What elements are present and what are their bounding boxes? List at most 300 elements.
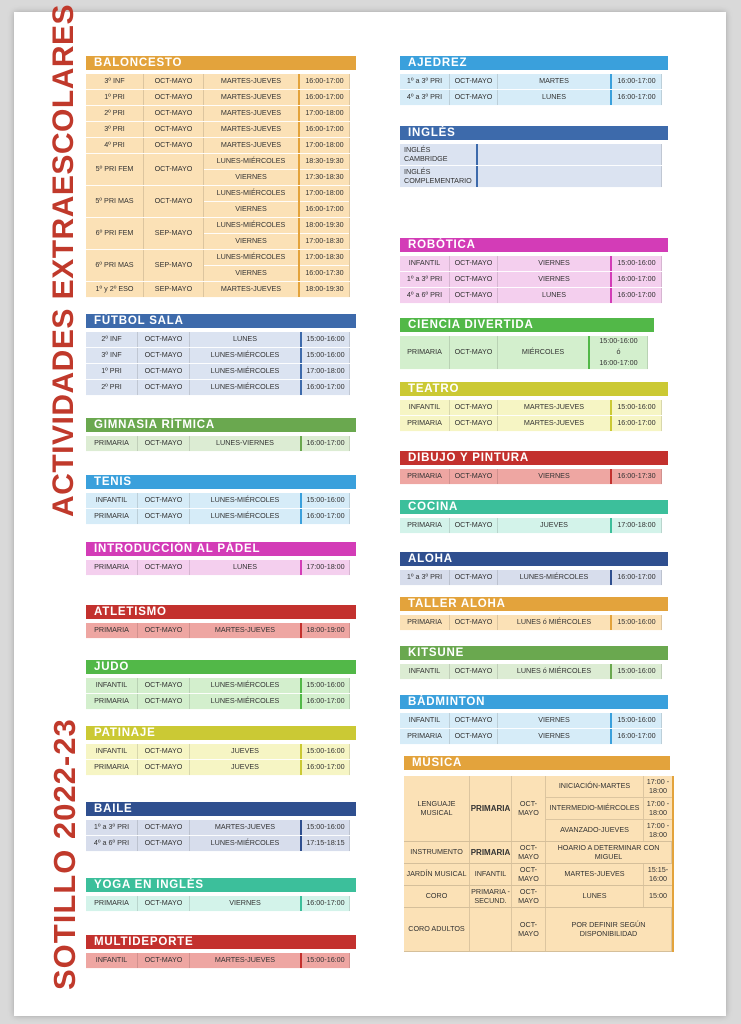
cell-line: 16:00-17:00 (599, 358, 638, 368)
table-cell (300, 154, 350, 185)
table-cell: MARTES-JUEVES (204, 122, 300, 137)
left-column (86, 12, 358, 1012)
table-cell: 15:00-16:00 (302, 678, 350, 693)
table-cell: LUNES-MIÉRCOLES (190, 836, 302, 851)
table-row (86, 122, 350, 138)
table-cell: MARTES-JUEVES (190, 820, 302, 835)
cell-line: 16:00-17:30 (305, 268, 344, 278)
table-cell: MARTES-JUEVES (204, 90, 300, 105)
table-row (400, 90, 662, 106)
table-cell: 6º PRI FEM (86, 218, 144, 249)
cell-line: 17:30-18:30 (305, 172, 344, 182)
cell-line: VIERNES (235, 268, 267, 278)
table-cell: 16:00-17:00 (302, 760, 350, 775)
table-row (86, 380, 350, 396)
table-cell (204, 154, 300, 185)
table-cell: 17:15-18:15 (302, 836, 350, 851)
table-cell: 15:00-16:00 (302, 953, 350, 968)
table-cell: 4º a 6º PRI (86, 836, 138, 851)
table-cell: OCT-MAYO (144, 138, 204, 153)
section-title-aloha: ALOHA (400, 552, 668, 566)
sub-row (546, 776, 672, 798)
table-cell: 2º PRI (86, 380, 138, 395)
table-row (400, 416, 662, 432)
cell-line: 16:00-17:00 (305, 204, 344, 214)
table-cell: 15:00-16:00 (612, 664, 662, 679)
schedule-table (400, 400, 662, 432)
table-cell: 17:00-18:00 (300, 138, 350, 153)
table-cell: INFANTIL (86, 744, 138, 759)
table-cell: 15:15-16:00 (647, 865, 669, 883)
table-cell: VIERNES (498, 272, 612, 287)
section-taller-aloha (400, 597, 668, 631)
table-cell: 16:00-17:00 (302, 896, 350, 911)
table-cell: 16:00-17:00 (300, 74, 350, 89)
schedule-table (86, 678, 350, 710)
table-cell: POR DEFINIR SEGÚN DISPONIBILIDAD (546, 908, 672, 951)
table-cell: AVANZADO-JUEVES (546, 820, 644, 841)
table-cell: 5º PRI FEM (86, 154, 144, 185)
table-cell: PRIMARIA (400, 729, 450, 744)
section-yoga-en-ingles (86, 878, 356, 912)
table-cell: INFANTIL (400, 664, 450, 679)
table-cell: 4º PRI (86, 138, 144, 153)
table-cell: 16:00-17:00 (612, 74, 662, 89)
table-cell: OCT-MAYO (138, 760, 190, 775)
table-cell: SEP-MAYO (144, 218, 204, 249)
schedule-table (86, 332, 350, 396)
section-ciencia-divertida (400, 318, 654, 370)
section-title-patinaje: PATINAJE (86, 726, 356, 740)
side-subtitle: SOTILLO 2022-23 (47, 718, 82, 990)
table-cell: OCT-MAYO (138, 744, 190, 759)
schedule-table (400, 256, 662, 304)
table-cell: PRIMARIA (86, 760, 138, 775)
table-cell: OCT-MAYO (450, 272, 498, 287)
section-title-baile: BAILE (86, 802, 356, 816)
table-cell: CORO ADULTOS (404, 908, 470, 951)
table-cell: INGLÉS COMPLEMENTARIO (400, 166, 478, 187)
table-cell: 17:00-18:00 (302, 364, 350, 379)
table-cell: OCT-MAYO (450, 664, 498, 679)
table-cell: 15:00-16:00 (612, 713, 662, 728)
section-baile (86, 802, 356, 852)
schedule-table (86, 820, 350, 852)
cell-line: 17:00-18:30 (305, 236, 344, 246)
table-cell: OCT-MAYO (450, 729, 498, 744)
table-cell: PRIMARIA - SECUND. (470, 886, 512, 907)
section-title-dibujo-y-pintura: DIBUJO Y PINTURA (400, 451, 668, 465)
table-cell: 15:00-16:00 (302, 332, 350, 347)
schedule-table (86, 953, 350, 969)
table-cell (300, 250, 350, 281)
table-cell: PRIMARIA (470, 842, 512, 863)
table-cell: MARTES-JUEVES (204, 282, 300, 297)
table-row (400, 469, 662, 485)
table-cell: 16:00-17:00 (612, 729, 662, 744)
table-row (86, 678, 350, 694)
table-cell: JUEVES (190, 760, 302, 775)
table-cell: OCT-MAYO (144, 122, 204, 137)
table-cell: 16:00-17:00 (612, 272, 662, 287)
cell-line: VIERNES (235, 236, 267, 246)
table-cell: 16:00-17:00 (300, 122, 350, 137)
table-row (400, 615, 662, 631)
table-cell: 16:00-17:00 (612, 416, 662, 431)
section-title-ciencia-divertida: CIENCIA DIVERTIDA (400, 318, 654, 332)
section-title-yoga-en-ingles: YOGA EN INGLÉS (86, 878, 356, 892)
section-title-multideporte: MULTIDEPORTE (86, 935, 356, 949)
sub-rows (546, 776, 672, 841)
cell-line: ó (616, 347, 621, 357)
table-row (86, 953, 350, 969)
table-cell: LUNES ó MIÉRCOLES (498, 664, 612, 679)
table-cell: LUNES-MIÉRCOLES (190, 348, 302, 363)
table-cell: MIÉRCOLES (498, 336, 590, 369)
table-cell: LUNES-MIÉRCOLES (190, 678, 302, 693)
table-cell: MARTES-JUEVES (546, 864, 644, 885)
section-title-baloncesto: BALONCESTO (86, 56, 356, 70)
table-row (404, 908, 672, 952)
table-cell: SEP-MAYO (144, 282, 204, 297)
table-cell: OCT-MAYO (450, 469, 498, 484)
table-row (86, 836, 350, 852)
table-cell: LUNES-MIÉRCOLES (190, 493, 302, 508)
table-row (86, 509, 350, 525)
table-cell: MARTES-JUEVES (204, 138, 300, 153)
cell-line: VIERNES (235, 204, 267, 214)
table-cell: 15:00-16:00 (302, 348, 350, 363)
table-cell: 17:00-18:00 (612, 518, 662, 533)
cell-line: LUNES-MIÉRCOLES (204, 218, 298, 234)
table-cell: OCT-MAYO (450, 416, 498, 431)
table-cell: PRIMARIA (86, 509, 138, 524)
table-cell: 3º PRI (86, 122, 144, 137)
section-gimnasia-ritmica (86, 418, 356, 452)
table-row (400, 664, 662, 680)
schedule-table (400, 469, 662, 485)
table-row (400, 713, 662, 729)
table-cell: 15:00 (649, 891, 667, 901)
table-row (400, 256, 662, 272)
table-cell: 16:00-17:00 (612, 288, 662, 303)
table-cell: MARTES (498, 74, 612, 89)
table-cell: 16:00-17:00 (302, 436, 350, 451)
cell-line: LUNES-MIÉRCOLES (204, 186, 298, 202)
table-cell: INTERMEDIO-MIÉRCOLES (546, 798, 644, 819)
section-judo (86, 660, 356, 710)
table-cell (204, 186, 300, 217)
table-cell: 17:00 - 18:00 (646, 799, 670, 817)
schedule-table (86, 74, 350, 298)
table-cell: OCT-MAYO (144, 74, 204, 89)
table-cell: OCT-MAYO (138, 694, 190, 709)
table-row (86, 623, 350, 639)
table-cell: 17:00-18:00 (300, 106, 350, 121)
table-cell: 17:00 - 18:00 (646, 821, 670, 839)
table-cell: LUNES ó MIÉRCOLES (498, 615, 612, 630)
table-cell: SEP-MAYO (144, 250, 204, 281)
schedule-table (86, 436, 350, 452)
table-cell: 4º a 3º PRI (400, 90, 450, 105)
table-cell: OCT-MAYO (450, 256, 498, 271)
table-cell: LUNES (498, 90, 612, 105)
table-cell: 1º PRI (86, 364, 138, 379)
table-cell: LUNES-MIÉRCOLES (190, 694, 302, 709)
table-row (400, 272, 662, 288)
section-patinaje (86, 726, 356, 776)
table-cell: OCT-MAYO (138, 678, 190, 693)
table-cell: 3º INF (86, 74, 144, 89)
table-row (400, 166, 662, 188)
table-cell: 17:00-18:00 (302, 560, 350, 575)
cell-line: 18:30-19:30 (300, 154, 349, 170)
section-dibujo-y-pintura (400, 451, 668, 485)
table-cell: LUNES (190, 332, 302, 347)
table-row (86, 896, 350, 912)
table-cell: PRIMARIA (86, 896, 138, 911)
table-cell: 15:00-16:00 (612, 400, 662, 415)
section-ingles (400, 126, 668, 188)
table-cell: VIERNES (498, 729, 612, 744)
table-cell: PRIMARIA (470, 776, 512, 841)
section-robotica (400, 238, 668, 304)
table-row (404, 842, 672, 864)
table-cell: 1º a 3º PRI (86, 820, 138, 835)
table-cell: MARTES-JUEVES (498, 400, 612, 415)
table-cell: 16:00-17:00 (302, 509, 350, 524)
musica-section (404, 742, 676, 972)
section-title-ajedrez: AJEDREZ (400, 56, 668, 70)
table-row (404, 776, 672, 842)
cell-line: 17:00-18:30 (300, 250, 349, 266)
table-row (86, 436, 350, 452)
table-cell: OCT-MAYO (450, 400, 498, 415)
table-cell: OCT-MAYO (512, 842, 546, 863)
section-title-gimnasia-ritmica: GIMNASIA RÍTMICA (86, 418, 356, 432)
table-row (400, 288, 662, 304)
table-cell: LUNES-MIÉRCOLES (498, 570, 612, 585)
table-cell: OCT-MAYO (138, 493, 190, 508)
table-cell: 16:00-17:30 (612, 469, 662, 484)
table-row (86, 760, 350, 776)
table-cell: INFANTIL (470, 864, 512, 885)
table-cell: OCT-MAYO (144, 90, 204, 105)
table-cell: OCT-MAYO (450, 570, 498, 585)
section-atletismo (86, 605, 356, 639)
table-cell: LUNES-MIÉRCOLES (190, 364, 302, 379)
table-cell: JUEVES (190, 744, 302, 759)
cell-line: 18:00-19:30 (300, 218, 349, 234)
table-cell: OCT-MAYO (450, 713, 498, 728)
table-cell: INSTRUMENTO (404, 842, 470, 863)
table-row (86, 186, 350, 218)
section-badminton (400, 695, 668, 745)
table-row (400, 400, 662, 416)
table-cell (470, 908, 512, 951)
table-cell: INFANTIL (400, 400, 450, 415)
table-cell: OCT-MAYO (138, 953, 190, 968)
table-cell: OCT-MAYO (450, 90, 498, 105)
table-row (86, 154, 350, 186)
table-row (86, 820, 350, 836)
table-cell: OCT-MAYO (450, 615, 498, 630)
table-cell: PRIMARIA (400, 416, 450, 431)
section-title-taller-aloha: TALLER ALOHA (400, 597, 668, 611)
table-cell: PRIMARIA (86, 436, 138, 451)
table-row (86, 282, 350, 298)
table-cell: LUNES-VIERNES (190, 436, 302, 451)
section-baloncesto (86, 56, 356, 298)
table-cell: 15:00-16:00 (612, 256, 662, 271)
table-cell: INFANTIL (86, 493, 138, 508)
cell-line: VIERNES (235, 172, 267, 182)
table-cell: MARTES-JUEVES (204, 106, 300, 121)
table-row (86, 744, 350, 760)
sub-row (546, 798, 672, 820)
table-cell: OCT-MAYO (512, 776, 546, 841)
section-aloha (400, 552, 668, 586)
schedule-table (400, 615, 662, 631)
poster-page (14, 3, 726, 1016)
table-cell: CORO (404, 886, 470, 907)
table-cell: LUNES (190, 560, 302, 575)
section-title-futbol-sala: FÚTBOL SALA (86, 314, 356, 328)
table-row (400, 336, 648, 370)
schedule-table (400, 713, 662, 745)
schedule-table (86, 493, 350, 525)
table-cell: 15:00-16:00 (302, 744, 350, 759)
section-tenis (86, 475, 356, 525)
table-row (86, 90, 350, 106)
table-cell: OCT-MAYO (450, 518, 498, 533)
table-row (404, 886, 672, 908)
section-title-teatro: TEATRO (400, 382, 668, 396)
table-cell: LUNES (498, 288, 612, 303)
table-cell: MARTES-JUEVES (190, 953, 302, 968)
table-cell: PRIMARIA (400, 469, 450, 484)
table-cell: 16:00-17:00 (302, 694, 350, 709)
section-title-introduccion-al-padel: INTRODUCCIÓN AL PÁDEL (86, 542, 356, 556)
schedule-table (400, 74, 662, 106)
section-teatro (400, 382, 668, 432)
table-cell: OCT-MAYO (138, 896, 190, 911)
table-row (86, 332, 350, 348)
table-cell: OCT-MAYO (450, 288, 498, 303)
table-cell: OCT-MAYO (138, 820, 190, 835)
table-cell: VIERNES (190, 896, 302, 911)
cell-line: 17:00-18:00 (300, 186, 349, 202)
table-cell: OCT-MAYO (138, 436, 190, 451)
table-cell: 2º INF (86, 332, 138, 347)
table-cell (300, 218, 350, 249)
table-row (404, 864, 672, 886)
table-cell: INICIACIÓN-MARTES (546, 776, 644, 797)
section-title-robotica: ROBÓTICA (400, 238, 668, 252)
schedule-table (86, 744, 350, 776)
table-cell (478, 166, 662, 187)
section-title-kitsune: KITSUNE (400, 646, 668, 660)
table-cell: OCT-MAYO (138, 560, 190, 575)
table-row (400, 570, 662, 586)
section-title-atletismo: ATLETISMO (86, 605, 356, 619)
table-row (86, 218, 350, 250)
table-row (86, 364, 350, 380)
table-cell: 4º a 6º PRI (400, 288, 450, 303)
table-cell: 18:00-19:00 (302, 623, 350, 638)
table-cell: OCT-MAYO (512, 908, 546, 951)
table-cell: OCT-MAYO (138, 623, 190, 638)
table-cell: PRIMARIA (400, 615, 450, 630)
table-cell: PRIMARIA (400, 336, 450, 369)
table-cell: VIERNES (498, 256, 612, 271)
section-multideporte (86, 935, 356, 969)
schedule-table (86, 896, 350, 912)
table-cell: LUNES-MIÉRCOLES (190, 509, 302, 524)
table-cell: 15:00-16:00 (612, 615, 662, 630)
table-cell: OCT-MAYO (512, 864, 546, 885)
table-cell: INFANTIL (400, 256, 450, 271)
schedule-table (86, 623, 350, 639)
table-cell: 15:00-16:00 (302, 493, 350, 508)
table-cell: PRIMARIA (86, 623, 138, 638)
table-cell: 17:00 - 18:00 (646, 777, 670, 795)
schedule-table (400, 664, 662, 680)
sub-row (546, 820, 672, 841)
table-cell: OCT-MAYO (144, 154, 204, 185)
section-title-badminton: BÁDMINTON (400, 695, 668, 709)
schedule-table (86, 560, 350, 576)
table-cell: LUNES-MIÉRCOLES (190, 380, 302, 395)
side-title: ACTIVIDADES EXTRAESCOLARES (47, 3, 80, 517)
table-row (86, 694, 350, 710)
table-cell: 6º PRI MAS (86, 250, 144, 281)
table-row (86, 493, 350, 509)
table-row (400, 74, 662, 90)
table-row (86, 250, 350, 282)
section-title-tenis: TENIS (86, 475, 356, 489)
table-cell: OCT-MAYO (138, 509, 190, 524)
section-title-judo: JUDO (86, 660, 356, 674)
cell-line: LUNES-MIÉRCOLES (204, 154, 298, 170)
schedule-table (400, 570, 662, 586)
table-cell: OCT-MAYO (138, 380, 190, 395)
table-row (86, 74, 350, 90)
schedule-table (400, 518, 662, 534)
table-cell (590, 336, 648, 369)
table-cell: JUEVES (498, 518, 612, 533)
table-cell: INFANTIL (400, 713, 450, 728)
table-cell: 2º PRI (86, 106, 144, 121)
section-ajedrez (400, 56, 668, 106)
table-row (86, 560, 350, 576)
table-cell: JARDÍN MUSICAL (404, 864, 470, 885)
table-cell: 1º PRI (86, 90, 144, 105)
table-cell: MARTES-JUEVES (204, 74, 300, 89)
table-cell (478, 144, 662, 165)
table-cell: PRIMARIA (86, 560, 138, 575)
table-cell: VIERNES (498, 713, 612, 728)
table-cell: 16:00-17:00 (612, 570, 662, 585)
table-cell: PRIMARIA (86, 694, 138, 709)
table-cell (300, 186, 350, 217)
table-row (400, 518, 662, 534)
table-cell: MARTES-JUEVES (190, 623, 302, 638)
table-cell: OCT-MAYO (512, 886, 546, 907)
cell-line: LUNES-MIÉRCOLES (204, 250, 298, 266)
table-cell: OCT-MAYO (138, 348, 190, 363)
table-cell: 18:00-19:30 (300, 282, 350, 297)
